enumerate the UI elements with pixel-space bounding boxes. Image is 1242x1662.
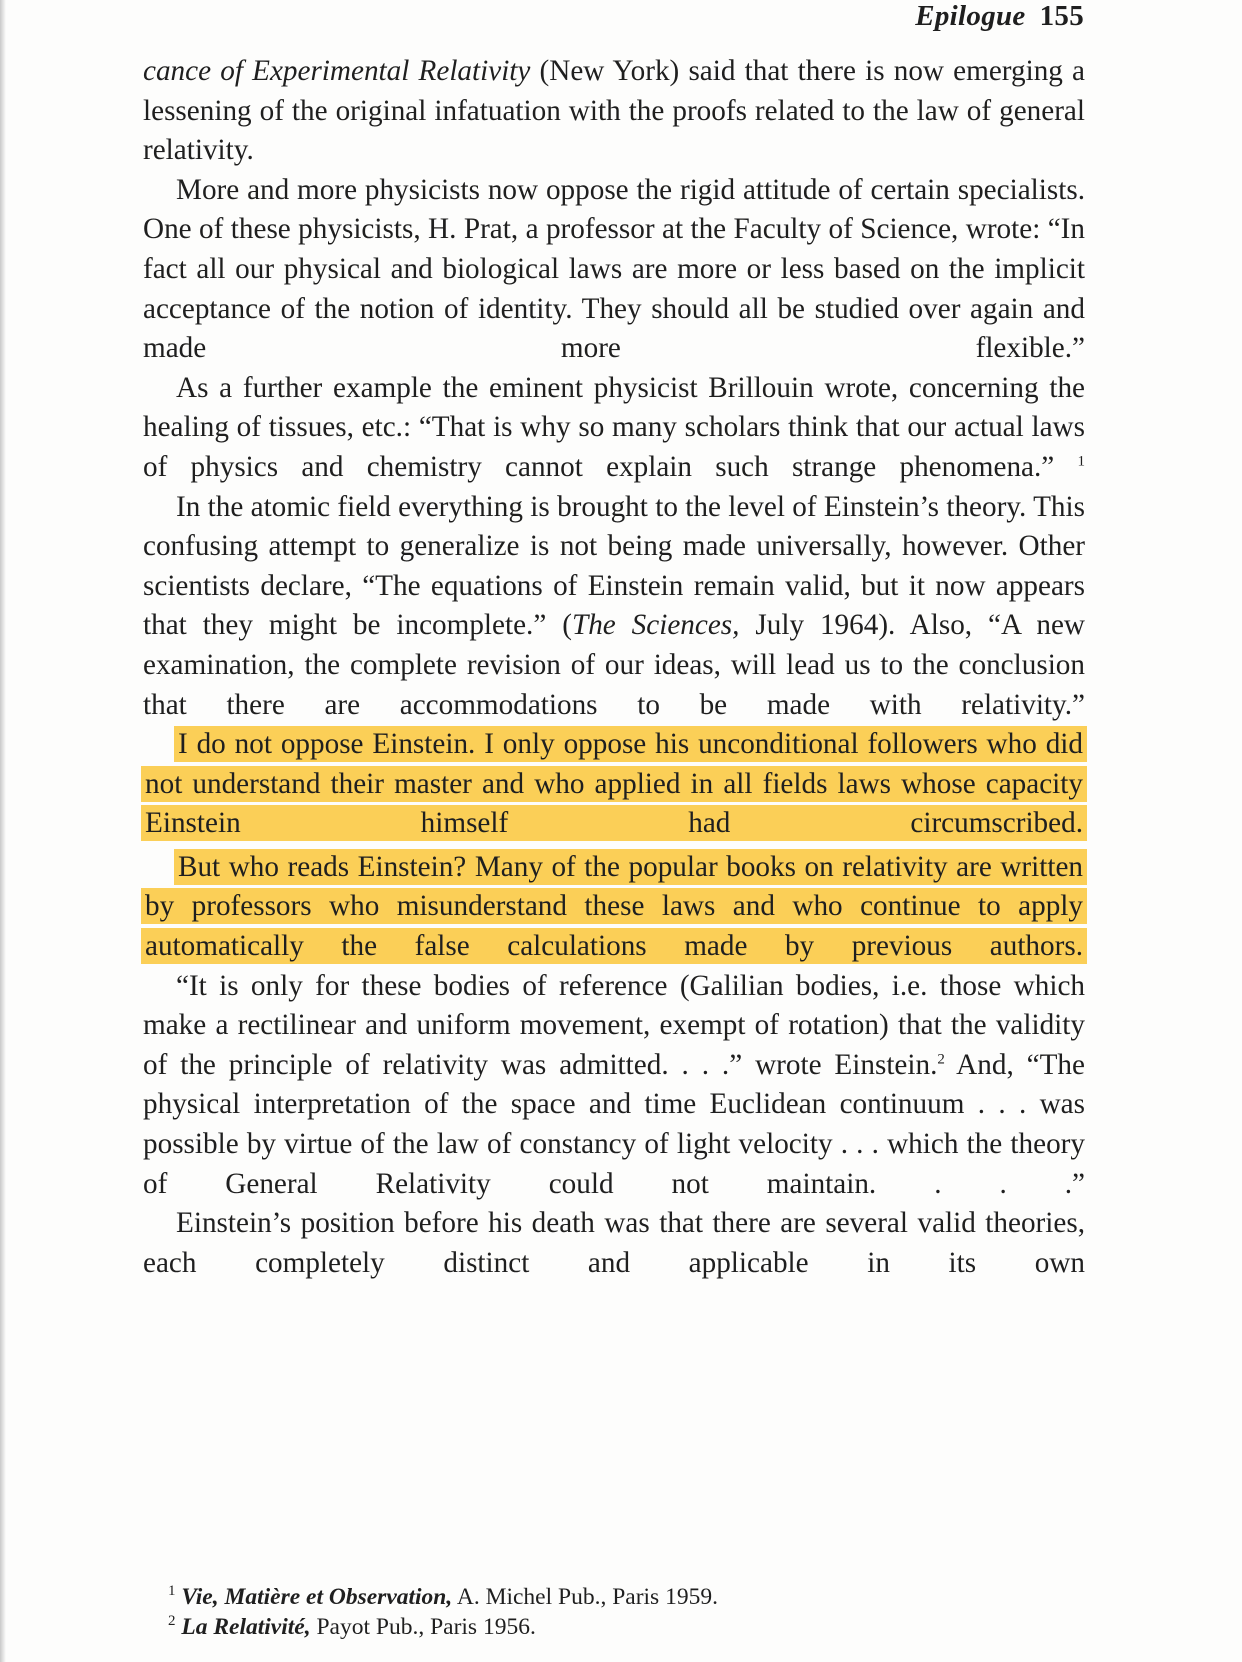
running-header <box>915 0 1084 33</box>
paragraph-continuation <box>143 52 1085 171</box>
paragraph-atomic-field <box>143 488 1085 726</box>
paragraph-text: (New York) said that there is now emerging a lessening of the original infatuation with the proofs related to the law of general relativity. <box>143 55 1086 167</box>
footnotes <box>168 1582 1068 1642</box>
page-number: 155 <box>1039 0 1084 32</box>
footnote-ref-2[interactable]: 2 <box>937 1051 945 1068</box>
paragraph-highlight-2 <box>143 848 1085 967</box>
paragraph-text: July 1964). Also, “A new examination, the complete revision of our ideas, will lead us to the conclusion that there are accommodations to be made with relativity.” <box>143 609 1086 721</box>
highlighted-text[interactable]: But who reads Einstein? Many of the popular books on relativity are written by professors who misunderstand these laws and who continue to apply automatically the false calculations made by previous authors. <box>145 850 1083 963</box>
footnote-source: La Relativité, <box>181 1614 311 1640</box>
paragraph-text: Einstein’s position before his death was that there are several valid theories, each completely distinct and applicable in its own <box>143 1207 1085 1279</box>
paragraph-text: And, “The physical interpretation of the space and time Euclidean continuum . . . was possible by virtue of the law of constancy of light velocity . . . which the theory of General Relativity could not maintain. . . .” <box>143 1048 1085 1200</box>
paragraph-brillouin-quote <box>143 369 1085 488</box>
highlighted-text[interactable]: I do not oppose Einstein. I only oppose his unconditional followers who did not understand their master and who applied in all fields laws whose capacity Einstein himself had circumscribed. <box>145 728 1083 840</box>
paragraph-text: “It is only for these bodies of reference (Galilian bodies, i.e. those which make a rectilinear and uniform movement, exempt of rotation) that the validity of the principle of relativity was admitted. . . .” wrote Einstein. <box>143 969 1085 1081</box>
footnote-number: 1 <box>168 1583 176 1600</box>
footnote-1 <box>168 1582 1068 1612</box>
publication-title-italic: The Sciences, <box>571 609 740 642</box>
footnote-text: A. Michel Pub., Paris 1959. <box>452 1584 718 1610</box>
paragraph-text: More and more physicists now oppose the rigid attitude of certain specialists. One of these physicists, H. Prat, a professor at the Faculty of Science, wrote: “In fact all our physical and biological laws are more or less based on the implicit acceptance of the notion of identity. They should all be studied over again and made more flexible.” <box>143 173 1085 365</box>
paragraph-einstein-quote <box>143 967 1085 1205</box>
paragraph-prat-quote <box>143 171 1085 369</box>
paragraph-einstein-position <box>143 1204 1085 1283</box>
footnote-ref-1[interactable]: 1 <box>1077 453 1085 470</box>
paragraph-text: As a further example the eminent physicist Brillouin wrote, concerning the healing of tissues, etc.: “That is why so many scholars think that our actual laws of physics and chemistry cannot explain such strange phenomena.” <box>143 371 1085 483</box>
footnote-number: 2 <box>168 1613 176 1630</box>
paragraph-text: In the atomic field everything is brought to the level of Einstein’s theory. This confusing attempt to generalize is not being made universally, however. Other scientists declare, “The equations of Einstein remain valid, but it now appears that they might be incomplete.” ( <box>143 490 1085 642</box>
footnote-source: Vie, Matière et Observation, <box>181 1584 453 1610</box>
footnote-2 <box>168 1612 1068 1642</box>
body-text <box>143 52 1085 1283</box>
footnote-text: Payot Pub., Paris 1956. <box>310 1614 536 1640</box>
header-section-title: Epilogue <box>915 0 1026 32</box>
book-title-italic: cance of Experimental Relativity <box>143 55 531 87</box>
paragraph-highlight-1 <box>143 725 1085 844</box>
page-edge-shadow <box>0 0 6 1662</box>
